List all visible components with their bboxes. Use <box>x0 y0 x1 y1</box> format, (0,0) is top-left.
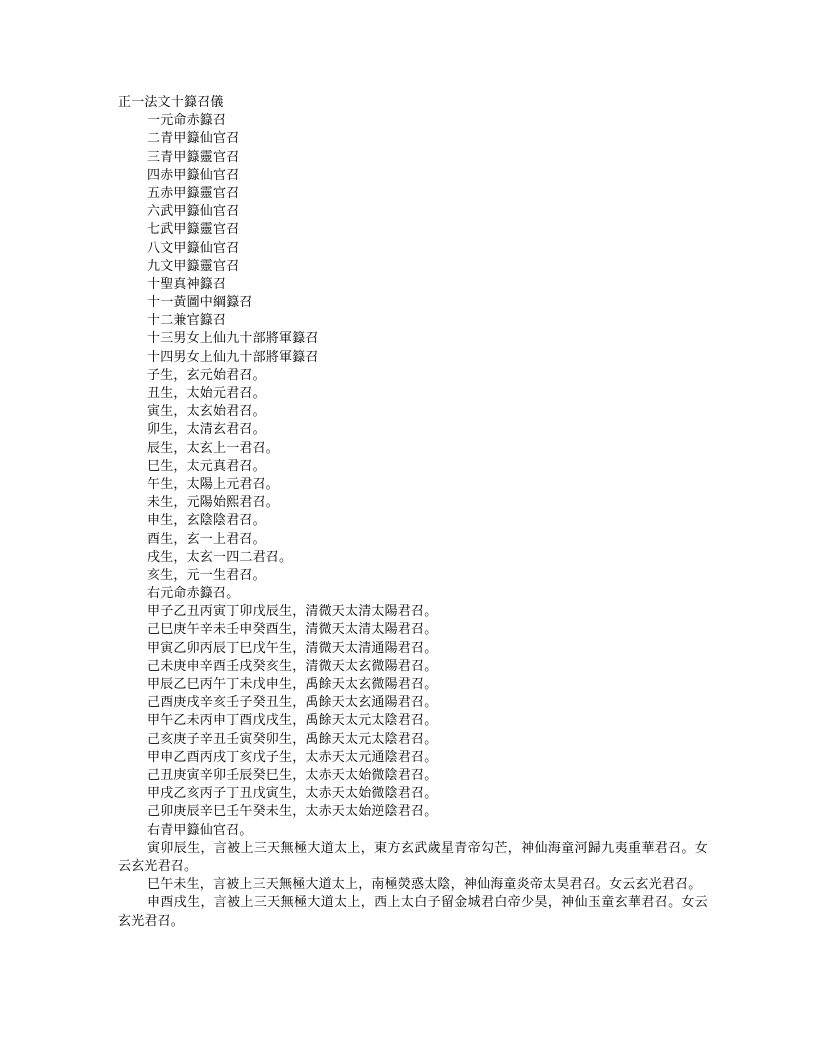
text-line: 甲戌乙亥丙子丁丑戊寅生，太赤天太始微陰君召。 <box>147 786 438 802</box>
text-line: 十聖真神籙召 <box>147 276 227 292</box>
text-line: 甲寅乙卯丙辰丁巳戊午生，清微天太清通陽君召。 <box>147 640 438 656</box>
text-line: 十二兼官籙召 <box>147 313 227 329</box>
text-line: 己未庚申辛酉壬戌癸亥生，清微天太玄微陽君召。 <box>147 658 438 674</box>
text-line: 八文甲籙仙官召 <box>147 240 240 256</box>
text-line: 六武甲籙仙官召 <box>147 204 240 220</box>
text-line: 己巳庚午辛未壬申癸酉生，清微天太清太陽君召。 <box>147 622 438 638</box>
paragraph: 巳午未生，言被上三天無極大道太上，南極熒惑太陰，神仙海童炎帝太昊君召。女云玄光君召。 <box>147 877 702 893</box>
text-line: 寅生，太玄始君召。 <box>147 404 266 420</box>
text-line: 十三男女上仙九十部將軍籙召 <box>147 331 319 347</box>
text-line: 右元命赤籙召。 <box>147 586 240 602</box>
text-line: 二青甲籙仙官召 <box>147 131 240 147</box>
text-line: 亥生，元一生君召。 <box>147 567 266 583</box>
text-line: 酉生，玄一上君召。 <box>147 531 266 547</box>
text-line: 甲申乙酉丙戌丁亥戊子生，太赤天太元通陰君召。 <box>147 749 438 765</box>
paragraph: 寅卯辰生，言被上三天無極大道太上，東方玄武歲星青帝勾芒，神仙海童河歸九夷重華君召。女云玄光君召。 <box>118 840 708 874</box>
text-line: 甲辰乙巳丙午丁未戊申生，禹餘天太玄微陽君召。 <box>147 677 438 692</box>
text-line: 未生，元陽始熙君召。 <box>147 495 280 511</box>
text-line: 戌生，太玄一四二君召。 <box>147 549 293 565</box>
text-line: 午生，太陽上元君召。 <box>147 476 280 492</box>
text-line: 己卯庚辰辛巳壬午癸未生，太赤天太始逆陰君召。 <box>147 804 438 820</box>
paragraph: 申酉戌生，言被上三天無極大道太上，西上太白子留金城君白帝少昊，神仙玉童玄華君召。女云玄光君召。 <box>118 895 708 929</box>
text-line: 十一黃圖中綱籙召 <box>147 295 253 311</box>
text-line: 五赤甲籙靈官召 <box>147 185 240 201</box>
text-line: 申生，玄陰陰君召。 <box>147 513 266 529</box>
text-line: 卯生，太清玄君召。 <box>147 422 266 438</box>
text-line: 九文甲籙靈官召 <box>147 258 240 274</box>
text-line: 己丑庚寅辛卯壬辰癸巳生，太赤天太始微陰君召。 <box>147 767 438 783</box>
text-line: 己酉庚戌辛亥壬子癸丑生，禹餘天太玄通陽君召。 <box>147 695 438 711</box>
text-line: 辰生，太玄上一君召。 <box>147 440 280 456</box>
text-line: 甲子乙丑丙寅丁卯戊辰生，清微天太清太陽君召。 <box>147 604 438 620</box>
text-line: 一元命赤籙召 <box>147 113 227 129</box>
text-line: 子生，玄元始君召。 <box>147 367 266 383</box>
text-line: 七武甲籙靈官召 <box>147 222 240 238</box>
text-line: 右青甲籙仙官召。 <box>147 822 253 838</box>
text-line: 甲午乙未丙申丁酉戊戌生，禹餘天太元太陰君召。 <box>147 713 438 729</box>
text-line: 四赤甲籙仙官召 <box>147 167 240 183</box>
text-line: 己亥庚子辛丑壬寅癸卯生，禹餘天太元太陰君召。 <box>147 731 438 747</box>
text-line: 十四男女上仙九十部將軍籙召 <box>147 349 319 365</box>
document-title: 正一法文十籙召儀 <box>118 95 224 110</box>
text-line: 三青甲籙靈官召 <box>147 149 240 165</box>
text-line: 丑生，太始元君召。 <box>147 386 266 401</box>
text-line: 巳生，太元真君召。 <box>147 458 266 474</box>
document-page <box>118 94 708 931</box>
